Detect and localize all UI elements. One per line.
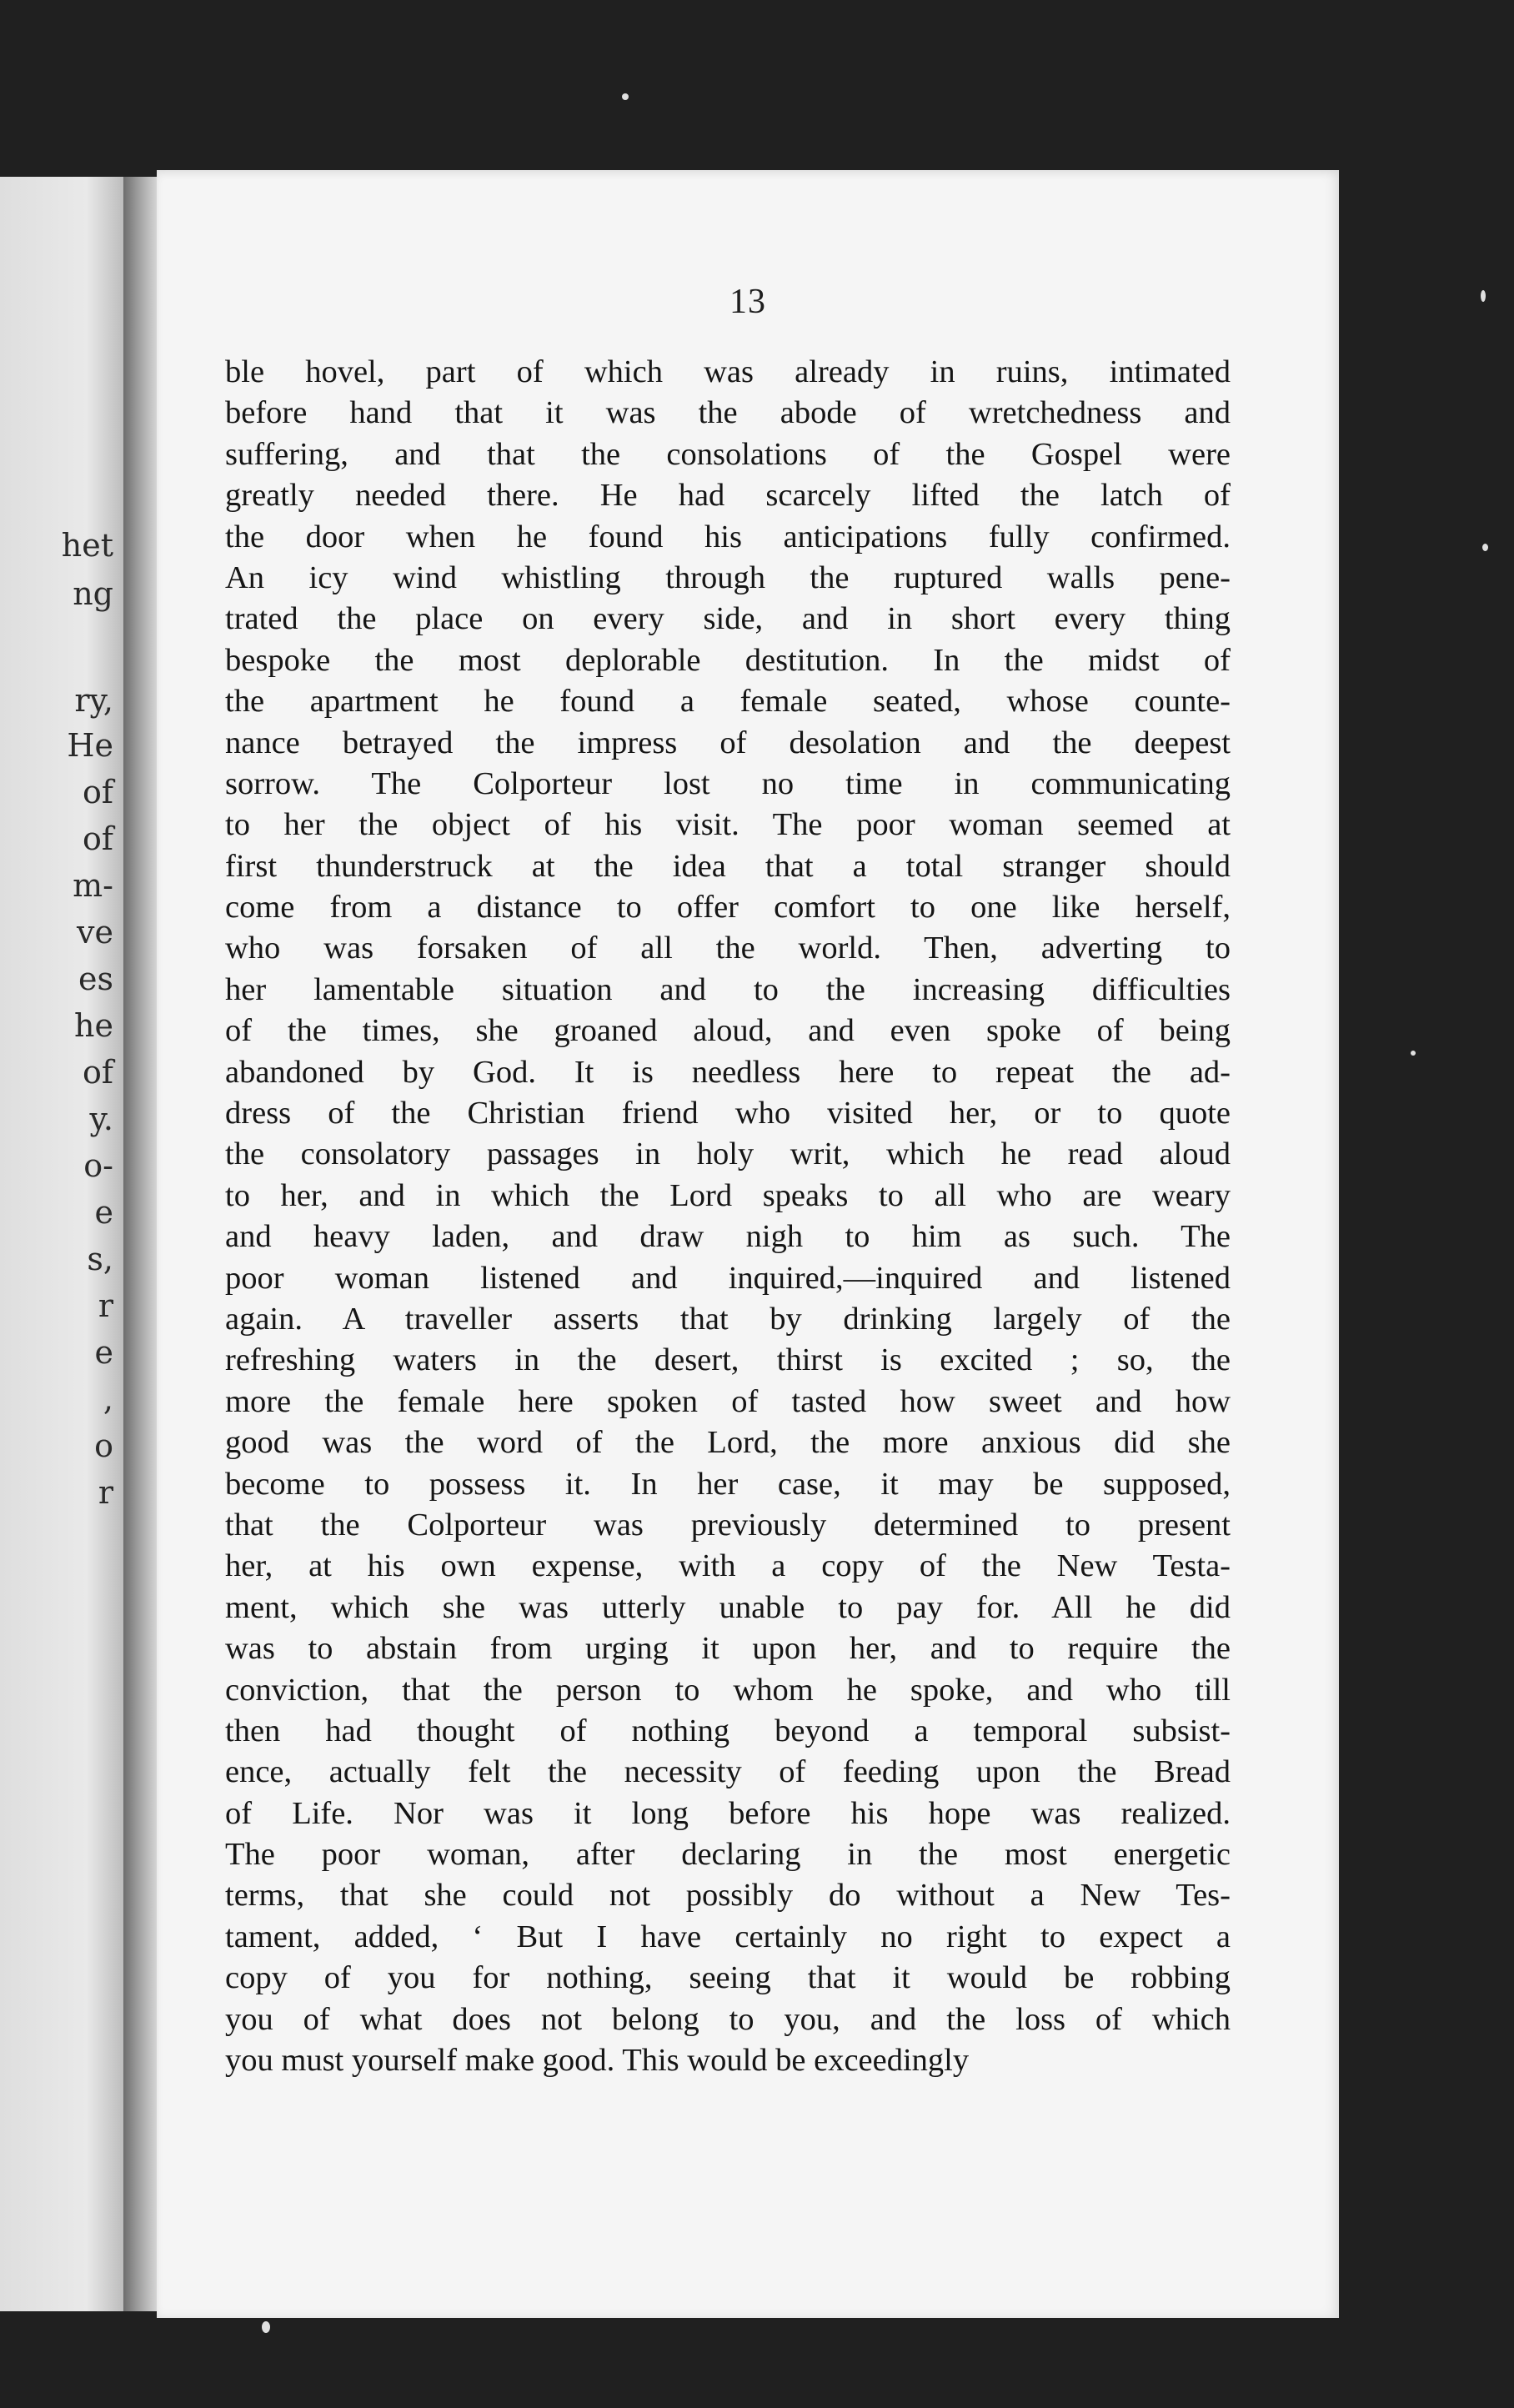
left-fragment: He xyxy=(67,727,113,764)
left-fragment: e xyxy=(94,1194,113,1231)
left-fragment: o xyxy=(94,1427,113,1464)
text-line: was to abstain from urging it upon her, and to require the xyxy=(225,1631,1231,1667)
scan-speck xyxy=(1411,1051,1416,1056)
left-fragment: y. xyxy=(89,1101,113,1137)
left-fragment: e xyxy=(94,1334,113,1371)
text-line: her, at his own expense, with a copy of the New Testa- xyxy=(225,1548,1231,1584)
left-fragment: ve xyxy=(77,914,113,951)
text-line: her lamentable situation and to the increasing difficulties xyxy=(225,971,1231,1007)
text-line: of Life. Nor was it long before his hope was realized. xyxy=(225,1795,1231,1831)
text-line: ence, actually felt the necessity of feeding upon the Bread xyxy=(225,1754,1231,1790)
text-line: nance betrayed the impress of desolation and the deepest xyxy=(225,725,1231,760)
text-line: bespoke the most deplorable destitution. In the midst of xyxy=(225,642,1231,678)
text-line: you must yourself make good. This would be exceedingly xyxy=(225,2043,970,2079)
text-line: to her, and in which the Lord speaks to all who are weary xyxy=(225,1177,1231,1213)
book-gutter xyxy=(123,177,157,2311)
scan-speck xyxy=(262,2321,270,2333)
text-line: The poor woman, after declaring in the most energetic xyxy=(225,1837,1231,1873)
text-line: ment, which she was utterly unable to pay for. All he did xyxy=(225,1589,1231,1625)
scan-speck xyxy=(1482,544,1488,551)
left-facing-page xyxy=(0,177,123,2311)
page-body-text xyxy=(225,352,1231,2081)
left-fragment: r xyxy=(98,1474,113,1511)
left-fragment: ng xyxy=(73,575,113,612)
left-fragment: es xyxy=(78,961,113,997)
left-fragment: s, xyxy=(87,1241,113,1277)
scan-speck xyxy=(1481,290,1486,302)
text-line: again. A traveller asserts that by drinking largely of the xyxy=(225,1301,1231,1337)
page-number: 13 xyxy=(729,283,766,321)
text-line: trated the place on every side, and in short every thing xyxy=(225,601,1231,637)
left-fragment: het xyxy=(61,527,113,564)
text-line: more the female here spoken of tasted how sweet and how xyxy=(225,1383,1231,1419)
text-line: of the times, she groaned aloud, and even spoke of being xyxy=(225,1013,1231,1049)
left-fragment: m- xyxy=(73,867,113,904)
book-page xyxy=(157,170,1339,2318)
left-fragment: ry, xyxy=(74,682,113,719)
text-line: good was the word of the Lord, the more anxious did she xyxy=(225,1425,1231,1461)
text-line: to her the object of his visit. The poor woman seemed at xyxy=(225,807,1231,843)
text-line: come from a distance to offer comfort to one like herself, xyxy=(225,890,1231,926)
text-line: ble hovel, part of which was already in ruins, intimated xyxy=(225,354,1231,389)
text-line: that the Colporteur was previously determined to present xyxy=(225,1507,1231,1543)
text-line: tament, added, ‘ But I have certainly no right to expect a xyxy=(225,1919,1231,1954)
text-line: the door when he found his anticipations fully confirmed. xyxy=(225,519,1231,554)
text-line: who was forsaken of all the world. Then, adverting to xyxy=(225,931,1231,966)
left-fragment: of xyxy=(83,820,113,857)
text-line: the consolatory passages in holy writ, which he read aloud xyxy=(225,1136,1231,1172)
text-line: abandoned by God. It is needless here to repeat the ad- xyxy=(225,1054,1231,1090)
text-line: refreshing waters in the desert, thirst is excited ; so, the xyxy=(225,1342,1231,1378)
text-line: suffering, and that the consolations of the Gospel were xyxy=(225,436,1231,472)
scan-speck xyxy=(622,93,629,100)
left-fragment: he xyxy=(74,1007,113,1044)
text-line: greatly needed there. He had scarcely lifted the latch of xyxy=(225,478,1231,514)
text-line: before hand that it was the abode of wretchedness and xyxy=(225,395,1231,431)
text-line: and heavy laden, and draw nigh to him as such. The xyxy=(225,1219,1231,1255)
text-line: the apartment he found a female seated, whose counte- xyxy=(225,684,1231,720)
text-line: poor woman listened and inquired,—inquired and listened xyxy=(225,1260,1231,1296)
text-line: then had thought of nothing beyond a temporal subsist- xyxy=(225,1713,1231,1748)
text-line: copy of you for nothing, seeing that it would be robbing xyxy=(225,1960,1231,1996)
text-line: dress of the Christian friend who visited her, or to quote xyxy=(225,1096,1231,1131)
left-fragment: o- xyxy=(83,1147,113,1184)
left-fragment: of xyxy=(83,774,113,810)
text-line: first thunderstruck at the idea that a total stranger should xyxy=(225,848,1231,884)
left-fragment: of xyxy=(83,1054,113,1091)
text-line: you of what does not belong to you, and the loss of which xyxy=(225,2001,1231,2037)
text-line: conviction, that the person to whom he spoke, and who till xyxy=(225,1672,1231,1708)
text-line: sorrow. The Colporteur lost no time in communicating xyxy=(225,765,1231,801)
left-fragment: , xyxy=(103,1381,113,1417)
text-line: An icy wind whistling through the ruptured walls pene- xyxy=(225,559,1231,595)
text-line: terms, that she could not possibly do without a New Tes- xyxy=(225,1878,1231,1914)
left-fragment: r xyxy=(98,1287,113,1324)
text-line: become to possess it. In her case, it may be supposed, xyxy=(225,1466,1231,1502)
